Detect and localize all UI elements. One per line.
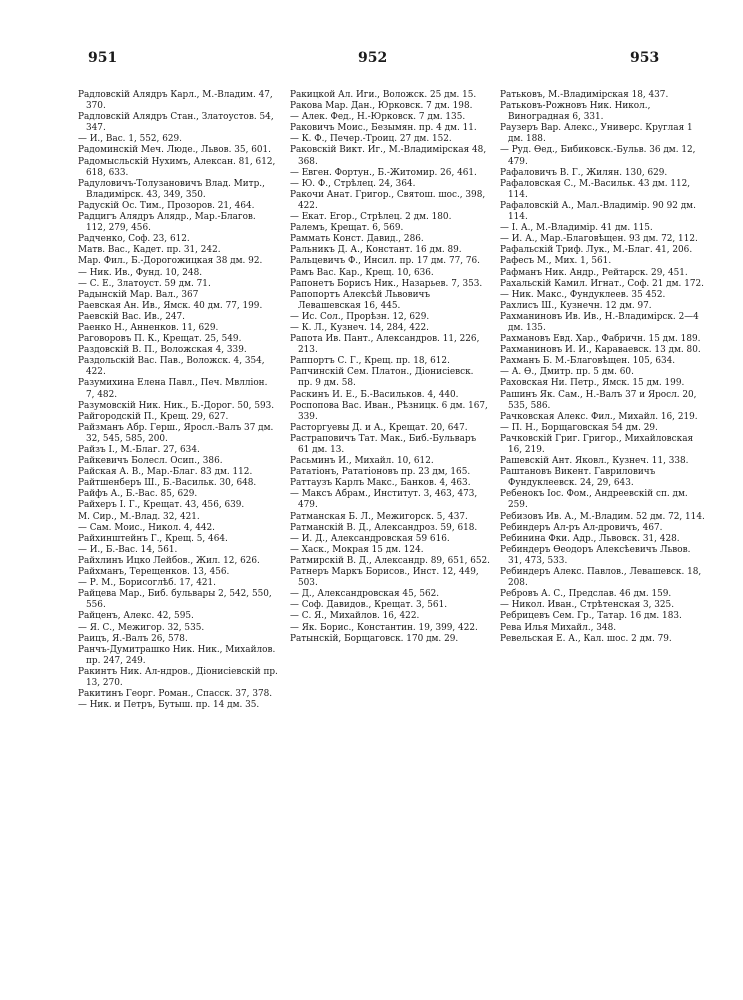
directory-entry: Райценъ, Алекс. 42, 595. — [78, 611, 194, 622]
directory-entry: Рашинъ Як. Сам., Н.-Валъ 37 и Яросл. 20, 535, 586. — [500, 389, 697, 411]
directory-entry: Расторгуевы Д. и А., Крещат. 20, 647. — [290, 422, 468, 433]
directory-entry: Рамъ Вас. Кар., Крещ. 10, 636. — [290, 267, 434, 278]
directory-entry: Растраповичъ Тат. Мак., Биб.-Бульваръ 61 дм. 13. — [290, 433, 477, 455]
directory-entry: — Никол. Иван., Стрѣтенская 3, 325. — [500, 600, 675, 611]
directory-entry: Разумовскій Ник. Ник., Б.-Дорог. 50, 593. — [78, 400, 275, 411]
directory-entry: Ракинтъ Ник. Ал-ндров., Діонисіевскій пр. 13, 270. — [78, 666, 278, 688]
directory-entry: Райтшенберъ Ш., Б.-Васильк. 30, 648. — [78, 478, 257, 489]
directory-entry: Ранчъ-Думитрашко Ник. Ник., Михайлов. пр. 247, 249. — [78, 644, 276, 666]
directory-entry: Ратьковъ, М.-Владимірская 18, 437. — [500, 90, 669, 100]
directory-entry: — И. А., Мар.-Благовѣщен. 93 дм. 72, 112. — [500, 234, 698, 245]
directory-entry: Раицъ, Я.-Валъ 26, 578. — [78, 633, 188, 644]
directory-entry: Ралемъ, Крещат. 6, 569. — [290, 223, 404, 234]
directory-entry: — И. Д., Александровская 59 616. — [290, 533, 450, 544]
directory-entry: Ратмирскій В. Д., Александр. 89, 651, 652. — [290, 555, 490, 566]
directory-entry: — Алек. Фед., Н.-Юрковск. 7 дм. 135. — [290, 112, 466, 123]
directory-entry: Рафальскій Триф. Лук., М.-Благ. 41, 206. — [500, 245, 693, 256]
directory-entry: Рапота Ив. Пант., Александров. 11, 226, 213. — [290, 334, 480, 356]
directory-entry: Рахальскій Камил. Игнат., Соф. 21 дм. 172. — [500, 278, 704, 289]
directory-entry: — Руд. Өед., Бибиковск.-Бульв. 36 дм. 12, 479. — [500, 145, 696, 167]
directory-entry: Рачковская Алекс. Фил., Михайл. 16, 219. — [500, 411, 698, 422]
directory-entry: Рахлисъ Ш., Кузнечн. 12 дм. 97. — [500, 300, 652, 311]
directory-entry: — Ис. Сол., Прорѣзн. 12, 629. — [290, 311, 430, 322]
directory-entry: Раммать Конст. Давид., 286. — [290, 234, 424, 245]
directory-entry: — С. Е., Златоуст. 59 дм. 71. — [78, 278, 211, 289]
directory-entry: — Сам. Моис., Никол. 4, 442. — [78, 522, 215, 533]
directory-entry: Райкевичъ Болесл. Осип., 386. — [78, 456, 223, 467]
directory-entry: Радуловичъ-Толузановичъ Влад. Митр., Владимірск. 43, 349, 350. — [78, 178, 265, 200]
directory-entry: — И., Б.-Вас. 14, 561. — [78, 544, 178, 555]
page-number-center: 952 — [358, 50, 388, 66]
directory-entry: Раттаузъ Карлъ Макс., Банков. 4, 463. — [290, 478, 471, 489]
directory-entry: — І. А., М.-Владимір. 41 дм. 115. — [500, 223, 653, 234]
directory-entry: Расьминъ И., Михайл. 10, 612. — [290, 456, 434, 467]
directory-entry: — К. Л., Кузнеч. 14, 284, 422. — [290, 322, 429, 333]
directory-entry: Радченко, Соф. 23, 612. — [78, 234, 190, 245]
directory-entry: Райгородскій П., Крещ. 29, 627. — [78, 411, 229, 422]
page-number-right: 953 — [630, 50, 660, 66]
directory-column-middle — [290, 90, 490, 970]
directory-entry: Ратьковъ-Рожновъ Ник. Никол., Виноградная 6, 331. — [500, 101, 651, 123]
directory-entry: Раздольскій Вас. Пав., Воложск. 4, 354, 422. — [78, 356, 265, 378]
directory-entry: Ребиндеръ Алекс. Павлов., Левашевск. 18, 208. — [500, 567, 702, 589]
directory-entry: — Ю. Ф., Стрѣлец. 24, 364. — [290, 178, 416, 189]
directory-entry: Радомысльскій Нухимъ, Алексан. 81, 612, 618, 633. — [78, 156, 276, 178]
directory-entry: — П. Н., Борщаговская 54 дм. 29. — [500, 422, 658, 433]
directory-entry: — Ник. и Петръ, Бутыш. пр. 14 дм. 35. — [78, 700, 260, 711]
directory-entry: Рафаловская С., М.-Васильк. 43 дм. 112, 114. — [500, 178, 691, 200]
directory-entry: Рахманъ Б. М.-Благовѣщен. 105, 634. — [500, 356, 676, 367]
directory-entry: Роспопова Вас. Иван., Рѣзницк. 6 дм. 167, 339. — [290, 400, 488, 422]
directory-entry: Раховская Ни. Петр., Ямск. 15 дм. 199. — [500, 378, 685, 389]
directory-entry: Рафесъ М., Мих. 1, 561. — [500, 256, 612, 267]
directory-entry: Рапопортъ Алексѣй Львовичъ Левашевская 16, 445. — [290, 289, 431, 311]
directory-entry: Рева Илья Михайл., 348. — [500, 622, 617, 633]
directory-entry: — А. Ө., Дмитр. пр. 5 дм. 60. — [500, 367, 634, 378]
directory-entry: Раздовскій В. П., Воложская 4, 339. — [78, 345, 247, 356]
directory-entry: Радловскій Алядръ Карл., М.-Владим. 47, 370. — [78, 90, 273, 112]
directory-entry: Рататіонъ, Рататіоновъ пр. 23 дм, 165. — [290, 467, 471, 478]
directory-entry: Ракочи Анат. Григор., Святош. шос., 398, 422. — [290, 189, 486, 211]
directory-entry: Ракитинъ Георг. Роман., Спасск. 37, 378. — [78, 689, 273, 700]
directory-entry: — Як. Борис., Константин. 19, 399, 422. — [290, 622, 478, 633]
directory-entry: — Соф. Давидов., Крещат. 3, 561. — [290, 600, 448, 611]
directory-entry: Мар. Фил., Б.-Дорогожицкая 38 дм. 92. — [78, 256, 263, 267]
directory-entry: Райхлинъ Ицко Лейбов., Жил. 12, 626. — [78, 555, 260, 566]
directory-entry: Ральцевичъ Ф., Инсил. пр. 17 дм. 77, 76. — [290, 256, 481, 267]
directory-entry: Ратманская Б. Л., Межигорск. 5, 437. — [290, 511, 468, 522]
directory-entry: Матв. Вас., Кадет. пр. 31, 242. — [78, 245, 221, 256]
directory-entry: Раштановъ Викент. Гавриловичъ Фундуклеевск. 24, 29, 643. — [500, 467, 656, 489]
directory-entry: Ракова Мар. Дан., Юрковск. 7 дм. 198. — [290, 101, 473, 112]
directory-entry: М. Сир., М.-Влад. 32, 421. — [78, 511, 200, 522]
directory-entry: Ревельская Е. А., Кал. шос. 2 дм. 79. — [500, 633, 672, 644]
directory-entry: Райзъ І., М.-Благ. 27, 634. — [78, 445, 200, 455]
directory-entry: Раговоровъ П. К., Крещат. 25, 549. — [78, 334, 242, 345]
directory-entry: Рафманъ Ник. Андр., Рейтарск. 29, 451. — [500, 267, 688, 278]
directory-entry: Ребенокъ Іос. Фом., Андреевскій сп. дм. 259. — [500, 489, 688, 511]
directory-entry: — Ник. Ив., Фунд. 10, 248. — [78, 267, 203, 278]
directory-entry: Рачковскій Григ. Григор., Михайловская 16, 219. — [500, 433, 694, 455]
directory-entry: Ребизовъ Ив. А., М.-Владим. 52 дм. 72, 114. — [500, 511, 705, 522]
directory-entry: — И., Вас. 1, 552, 629. — [78, 134, 182, 145]
directory-entry: Райхинштейнъ Г., Крещ. 5, 464. — [78, 533, 228, 544]
directory-entry: — Р. М., Борисоглѣб. 17, 421. — [78, 578, 216, 589]
directory-entry: Рафаловскій А., Мал.-Владимір. 90 92 дм. 114. — [500, 200, 696, 223]
directory-entry: — Д., Александровская 45, 562. — [290, 589, 440, 600]
directory-entry: Раенко Н., Анненков. 11, 629. — [78, 322, 219, 333]
directory-entry: Ребинина Фки. Адр., Львовск. 31, 428. — [500, 533, 680, 544]
directory-entry: Ребрицевъ Сем. Гр., Татар. 16 дм. 183. — [500, 611, 682, 622]
directory-entry: Райзманъ Абр. Герш., Яросл.-Валъ 37 дм. 32, 545, 585, 200. — [78, 422, 274, 444]
directory-entry: — С. Я., Михайлов. 16, 422. — [290, 611, 420, 622]
directory-entry: Радынскій Мар. Вал., 367 — [78, 289, 199, 300]
directory-entry: Раковичъ Моис., Безымян. пр. 4 дм. 11. — [290, 123, 477, 134]
directory-entry: Райская А. В., Мар.-Благ. 83 дм. 112. — [78, 467, 253, 478]
directory-entry: Раппортъ С. Г., Крещ. пр. 18, 612. — [290, 356, 450, 367]
directory-entry: — Я. С., Межигор. 32, 535. — [78, 622, 205, 633]
directory-entry: Рахмановъ Евд. Хар., Фабричн. 15 дм. 189. — [500, 334, 701, 345]
directory-entry: Рапонетъ Борисъ Ник., Назарьев. 7, 353. — [290, 278, 483, 289]
directory-entry: Рафаловичъ В. Г., Жилян. 130, 629. — [500, 167, 668, 178]
directory-entry: Радоминскій Меч. Люде., Львов. 35, 601. — [78, 145, 271, 156]
directory-entry: Ратманскій В. Д., Александроз. 59, 618. — [290, 522, 478, 533]
directory-entry: Ратынскій, Борщаговск. 170 дм. 29. — [290, 633, 459, 644]
directory-entry: Разумихина Елена Павл., Печ. Мвлліон. 7, 482. — [78, 378, 268, 400]
directory-entry: Рапчинскій Сем. Платон., Діонисіевск. пр. 9 дм. 58. — [290, 367, 474, 389]
page-numbers — [0, 50, 743, 72]
directory-entry: — Евген. Фортун., Б.-Житомир. 26, 461. — [290, 167, 477, 178]
directory-entry: Раковскій Викт. Иг., М.-Владимірская 48, 368. — [290, 145, 487, 167]
directory-column-left — [78, 90, 278, 970]
directory-entry: Ратнеръ Маркъ Борисов., Инст. 12, 449, 503. — [290, 567, 479, 589]
directory-entry: — К. Ф., Печер.-Троиц. 27 дм. 152. — [290, 134, 452, 145]
directory-column-right — [500, 90, 705, 970]
directory-entry: Ребиндеръ Ал-ръ Ал-дровичъ, 467. — [500, 522, 663, 533]
directory-entry: — Максъ Абрам., Институт. 3, 463, 473, 479. — [290, 489, 478, 511]
directory-entry: Райфъ А., Б.-Вас. 85, 629. — [78, 489, 198, 500]
directory-entry: Радловскій Алядръ Стан., Златоустов. 54, 347. — [78, 112, 274, 134]
directory-entry: Ракицкой Ал. Иги., Воложск. 25 дм. 15. — [290, 90, 477, 100]
directory-entry: Раевская Ан. Ив., Ямск. 40 дм. 77, 199. — [78, 300, 263, 311]
directory-entry: Рашевскій Ант. Яковл., Кузнеч. 11, 338. — [500, 456, 689, 467]
directory-entry: Райцева Мар., Биб. бульвары 2, 542, 550, 556. — [78, 589, 272, 611]
directory-entry: Рахманиновъ Ив. Ив., Н.-Владимірск. 2—4 дм. 135. — [500, 311, 699, 333]
directory-entry: Рахманиновъ И. И., Караваевск. 13 дм. 80. — [500, 345, 701, 356]
directory-entry: Радцигъ Алядръ Алядр., Мар.-Благов. 112, 279, 456. — [78, 212, 256, 234]
directory-entry: Радускій Ос. Тим., Прозоров. 21, 464. — [78, 200, 255, 211]
directory-entry: — Ник. Макс., Фундуклеев. 35 452. — [500, 289, 666, 300]
page-number-left: 951 — [88, 50, 118, 66]
directory-entry: Раскинъ И. Е., Б.-Васильков. 4, 440. — [290, 389, 459, 400]
directory-entry: — Екат. Егор., Стрѣлец. 2 дм. 180. — [290, 212, 452, 223]
directory-entry: Раевскій Вас. Ив., 247. — [78, 311, 185, 322]
directory-entry: Райхеръ І. Г., Крещат. 43, 456, 639. — [78, 500, 245, 511]
directory-entry: Ребиндеръ Өеодоръ Алексѣевичъ Львов. 31, 473, 533. — [500, 544, 691, 566]
directory-entry: Ральникъ Д. А., Констант. 16 дм. 89. — [290, 245, 462, 256]
directory-entry: Ребровъ А. С., Предслав. 46 дм. 159. — [500, 589, 672, 600]
directory-entry: — Хаск., Мокрая 15 дм. 124. — [290, 544, 424, 555]
directory-entry: Райхманъ, Терещенков. 13, 456. — [78, 567, 230, 578]
directory-entry: Раузеръ Вар. Алекс., Универс. Круглая 1 дм. 188. — [500, 123, 693, 145]
